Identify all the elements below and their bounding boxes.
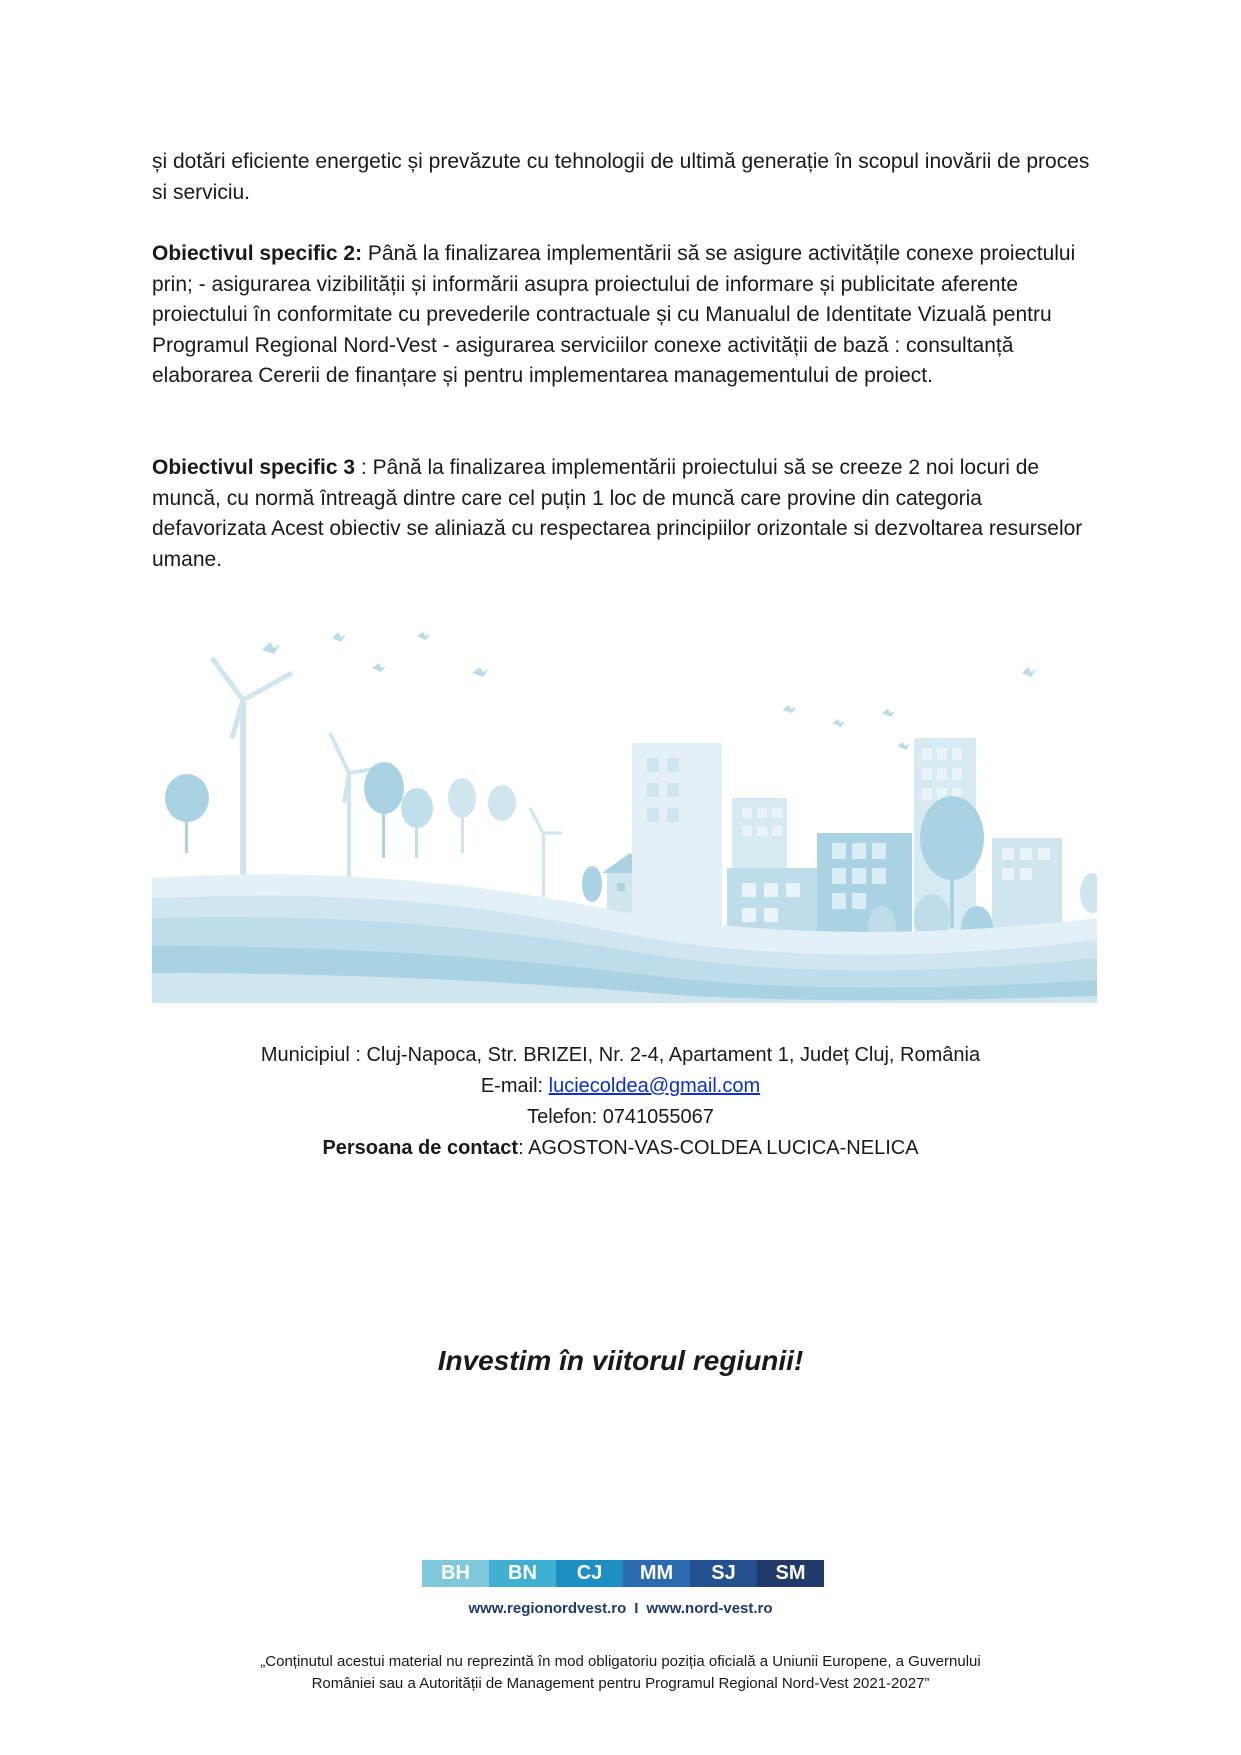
email-line — [0, 1071, 1241, 1102]
email-link[interactable]: luciecoldea@gmail.com — [548, 1075, 761, 1097]
county-bn: BN — [489, 1560, 556, 1587]
contact-person-label: Persoana de contact — [322, 1137, 519, 1159]
county-mm: MM — [623, 1560, 690, 1587]
county-sm: SM — [757, 1560, 824, 1587]
websites — [0, 1600, 1241, 1617]
county-codes-bar — [422, 1560, 824, 1587]
county-bh: BH — [422, 1560, 489, 1587]
website-regionordvest[interactable]: www.regionordvest.ro — [468, 1600, 627, 1617]
objective-2-text: Până la finalizarea implementării să se asigure activitățile conexe proiectului prin; - asigurarea vizibilității și informării asupra proiectului de informare și publicitate aferente proiectului în conformitate cu prevederile contractuale și cu Manualul de Identitate Vizuală pentru Programul Regional Nord-Vest - asigurarea serviciilor conexe activității de bază : consultanță elaborarea Cererii de finanțare și pentru implementarea managementului de proiect. — [152, 242, 1076, 387]
disclaimer — [160, 1651, 1081, 1695]
address: Municipiul : Cluj-Napoca, Str. BRIZEI, Nr. 2-4, Apartament 1, Județ Cluj, România — [260, 1044, 981, 1066]
objective-3-text: : Până la finalizarea implementării proiectului să se creeze 2 noi locuri de muncă, cu normă întreagă dintre care cel puțin 1 loc de muncă care provine din categoria defavorizata Acest obiectiv se aliniază cu respectarea principiilor orizontale si dezvoltarea resurselor umane. — [152, 456, 1083, 571]
disclaimer-line-2: României sau a Autorității de Management pentru Programul Regional Nord-Vest 2021-2027” — [311, 1675, 930, 1692]
birds-decoration — [262, 632, 1036, 750]
contact-person-name: AGOSTON-VAS-COLDEA LUCICA-NELICA — [528, 1137, 919, 1159]
website-nord-vest[interactable]: www.nord-vest.ro — [646, 1600, 773, 1617]
objective-3-paragraph — [152, 453, 1097, 575]
phone-line — [0, 1102, 1241, 1133]
phone-number: 0741055067 — [602, 1106, 714, 1128]
website-separator: I — [634, 1600, 639, 1617]
contact-block — [0, 1040, 1241, 1164]
email-label: E-mail: — [480, 1075, 549, 1097]
county-cj: CJ — [556, 1560, 623, 1587]
phone-label: Telefon: — [527, 1106, 603, 1128]
slogan: Investim în viitorul regiunii! — [437, 1345, 804, 1376]
objective-2-paragraph — [152, 239, 1097, 392]
paragraph-continuation: și dotări eficiente energetic și prevăzute cu tehnologii de ultimă generație în scopul inovării de proces si serviciu. — [152, 150, 1090, 204]
contact-person-line — [0, 1133, 1241, 1164]
green-city-illustration — [152, 628, 1097, 1003]
disclaimer-line-1: „Conținutul acestui material nu reprezintă în mod obligatoriu poziția oficială a Uniunii Europene, a Guvernului — [260, 1653, 981, 1670]
contact-person-sep: : — [518, 1137, 529, 1159]
objective-3-label: Obiectivul specific 3 — [152, 456, 356, 479]
county-sj: SJ — [690, 1560, 757, 1587]
objective-2-label: Obiectivul specific 2: — [152, 242, 363, 265]
